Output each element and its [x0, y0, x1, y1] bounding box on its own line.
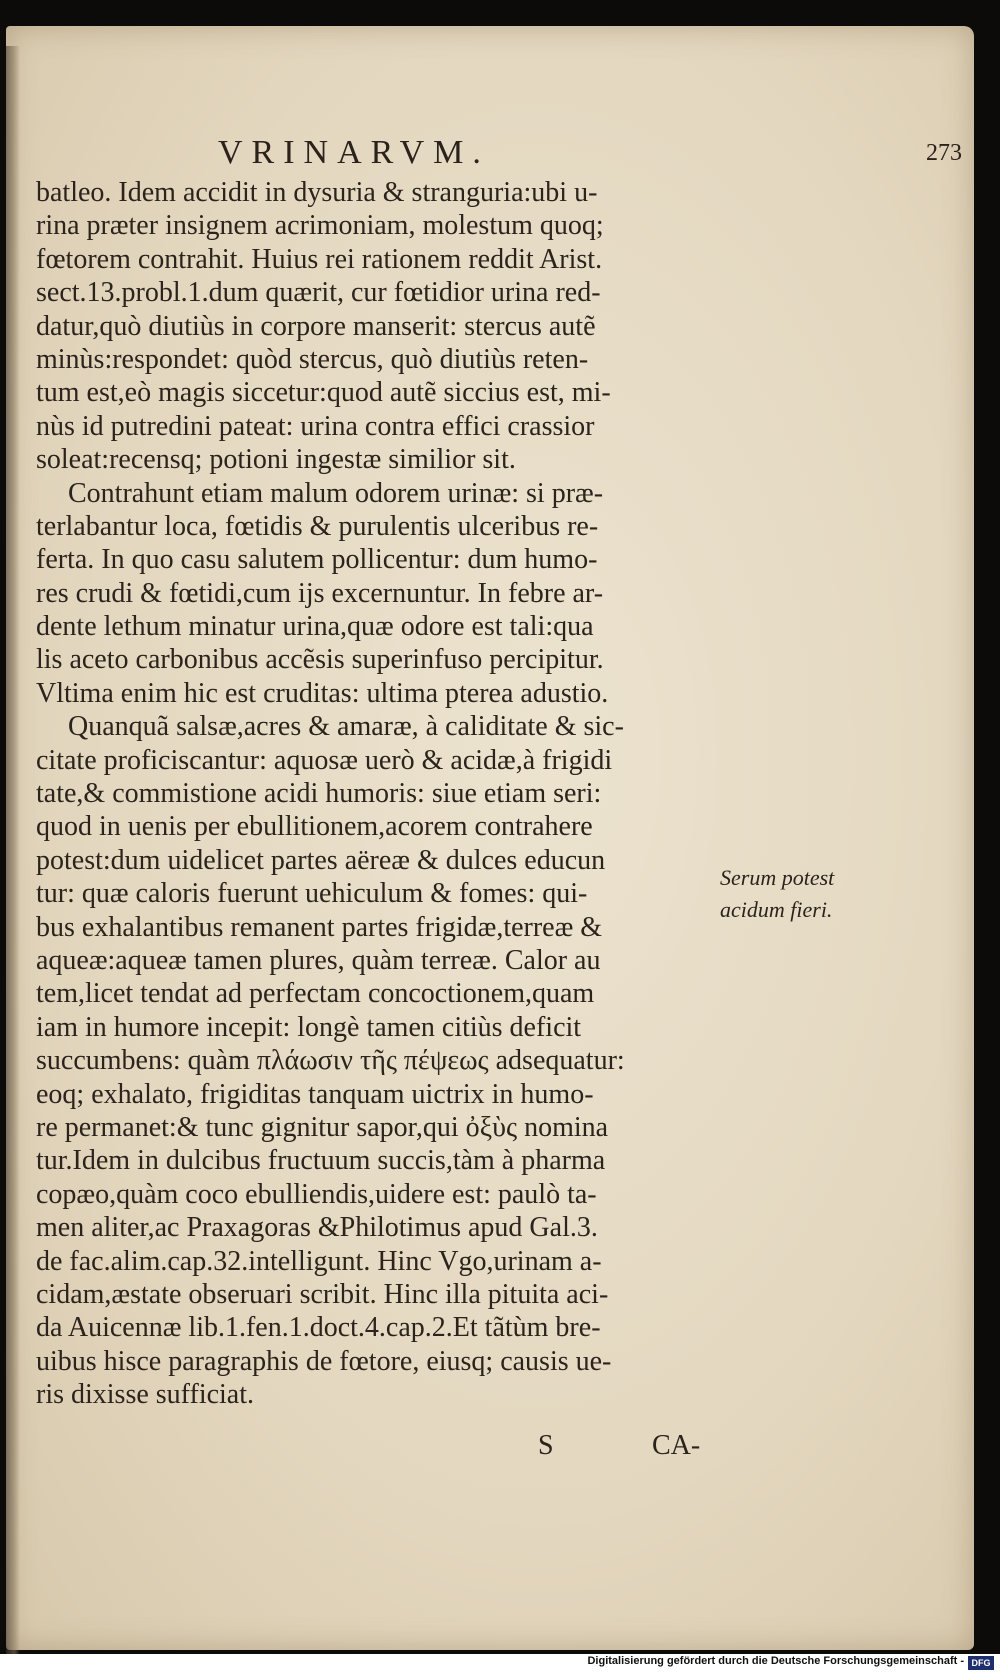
text-line: aqueæ:aqueæ tamen plures, quàm terreæ. Calor au	[36, 944, 601, 976]
text-line: nùs id putredini pateat: urina contra effici crassior	[36, 410, 595, 442]
text-line: tur.Idem in dulcibus fructuum succis,tàm à pharma	[36, 1145, 606, 1177]
text-line: potest:dum uidelicet partes aëreæ & dulces educun	[36, 844, 606, 876]
text-line: minùs:respondet: quòd stercus, quò diutiùs reten-	[36, 343, 589, 375]
text-line: Vltima enim hic est cruditas: ultima pterea adustio.	[36, 677, 609, 709]
text-line: tur: quæ caloris fuerunt uehiculum & fomes: qui-	[36, 878, 588, 910]
digitization-footer	[0, 1654, 1000, 1673]
running-head	[6, 114, 974, 174]
signature-mark: S	[538, 1430, 554, 1461]
book-page	[6, 26, 974, 1650]
text-line: datur,quò diutiùs in corpore manserit: stercus autẽ	[36, 310, 596, 342]
text-line: Contrahunt etiam malum odorem urinæ: si præ-	[68, 477, 604, 509]
dfg-logo-icon: DFG	[968, 1656, 994, 1670]
text-line: tum est,eò magis siccetur:quod autẽ siccius est, mi-	[36, 377, 611, 409]
text-line: citate proficiscantur: aquosæ uerò & acidæ,à frigidi	[36, 744, 613, 776]
text-line: fœtorem contrahit. Huius rei rationem reddit Arist.	[36, 243, 603, 275]
text-line: succumbens: quàm πλάωσιν τῆς πέψεως adsequatur:	[36, 1045, 625, 1077]
text-line: res crudi & fœtidi,cum ijs excernuntur. In febre ar-	[36, 577, 604, 609]
text-line: re permanet:& tunc gignitur sapor,qui ὀξὺς nomina	[36, 1111, 609, 1143]
text-line: soleat:recensq; potioni ingestæ similior sit.	[36, 444, 516, 476]
text-line: tate,& commistione acidi humoris: siue etiam seri:	[36, 778, 602, 810]
text-line: terlabantur loca, fœtidis & purulentis ulceribus re-	[36, 510, 599, 542]
text-line: cidam,æstate obseruari scribit. Hinc illa pituita aci-	[36, 1278, 609, 1310]
text-line: ferta. In quo casu salutem pollicentur: dum humo-	[36, 544, 598, 576]
text-line: lis aceto carbonibus accẽsis superinfuso percipitur.	[36, 644, 604, 676]
text-line: copæo,quàm coco ebulliendis,uidere est: paulò ta-	[36, 1178, 597, 1210]
page-number: 273	[926, 140, 962, 166]
text-line: de fac.alim.cap.32.intelligunt. Hinc Vgo,urinam a-	[36, 1245, 602, 1277]
catchword: CA-	[652, 1430, 701, 1461]
text-line: eoq; exhalato, frigiditas tanquam uictrix in humo-	[36, 1078, 594, 1110]
text-line: batleo. Idem accidit in dysuria & stranguria:ubi u-	[36, 177, 598, 208]
text-line: bus exhalantibus remanent partes frigidæ,terreæ &	[36, 911, 603, 943]
text-line: rina præter insignem acrimoniam, molestum quoq;	[36, 210, 604, 242]
marginal-note-line: acidum fieri.	[720, 897, 833, 922]
text-line: quod in uenis per ebullitionem,acorem contrahere	[36, 811, 593, 843]
text-line: Quanquã salsæ,acres & amaræ, à caliditate & sic-	[68, 711, 624, 743]
text-line: ris dixisse sufficiat.	[36, 1379, 255, 1411]
marginal-note-line: Serum potest	[720, 865, 835, 890]
text-line: da Auicennæ lib.1.fen.1.doct.4.cap.2.Et tãtùm bre-	[36, 1312, 601, 1344]
footer-credit: Digitalisierung gefördert durch die Deutsche Forschungsgemeinschaft -	[587, 1655, 964, 1667]
text-line: men aliter,ac Praxagoras &Philotimus apud Gal.3.	[36, 1212, 598, 1244]
marginal-note	[720, 862, 880, 926]
text-line: uibus hisce paragraphis de fœtore, eiusq; causis ue-	[36, 1345, 612, 1377]
text-line: tem,licet tendat ad perfectam concoctionem,quam	[36, 978, 595, 1010]
text-line: iam in humore incepit: longè tamen citiùs deficit	[36, 1011, 582, 1043]
text-line: sect.13.probl.1.dum quærit, cur fœtidior urina red-	[36, 277, 601, 309]
page-binding-edge	[6, 46, 20, 1656]
running-head-title: VRINARVM.	[218, 134, 490, 171]
text-line: dente lethum minatur urina,quæ odore est tali:qua	[36, 611, 594, 643]
body-text	[36, 176, 716, 1411]
